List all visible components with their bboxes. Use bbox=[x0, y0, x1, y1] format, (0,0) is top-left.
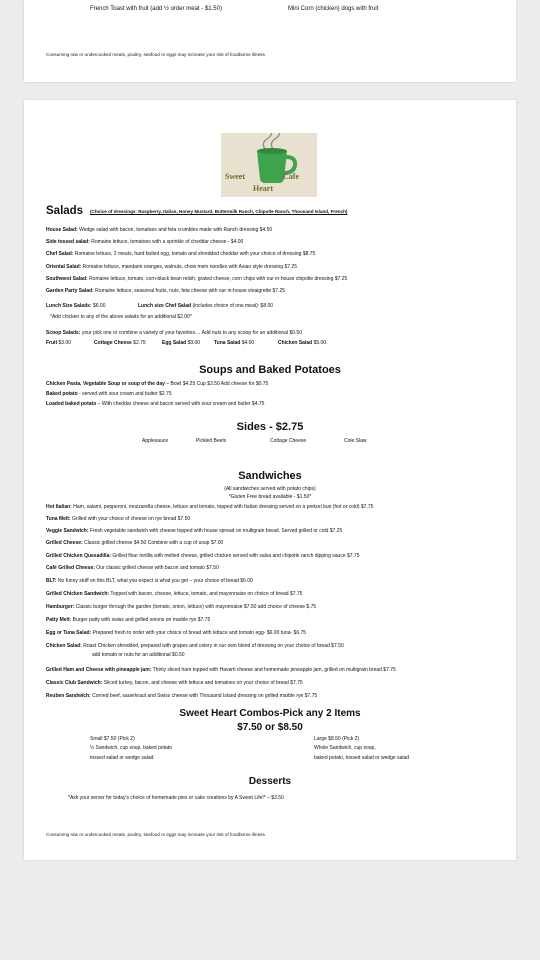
scoop-item: Tuna Salad $4.00 bbox=[214, 340, 255, 346]
menu-item: Southwest Salad: Romaine lettuce, tomato, corn-black bean relish, grated cheese, corn chips with our in-house chipotle dressing $7.25 bbox=[46, 276, 348, 282]
sides-heading: Sides - $2.75 bbox=[236, 421, 304, 433]
menu-item: Oriental Salad: Romaine lettuce, mandarin oranges, walnuts, chow mein noodles with Asian style dressing $7.25 bbox=[46, 264, 297, 270]
menu-item: Garden Party Salad: Romaine lettuce, seasonal fruits, nuts, feta cheese with our in-house vinaigrette $7.25 bbox=[46, 288, 286, 294]
gluten-free-note: *Gluten Free bread available - $1.50* bbox=[228, 494, 312, 500]
desserts-text: *Ask your server for today's choice of homemade pies or cake creations by A Sweet Life!* – $3.50 bbox=[68, 795, 284, 801]
add-chicken-note: *Add chicken to any of the above salads for an additional $2.00* bbox=[50, 314, 192, 320]
menu-item: Tuna Melt: Grilled with your choice of cheese on rye bread $7.50 bbox=[46, 516, 191, 522]
menu-page bbox=[24, 100, 516, 860]
side-item: Cole Slaw bbox=[344, 438, 367, 444]
scoop-item: Fruit $3.00 bbox=[46, 340, 72, 346]
sandwiches-heading: Sandwiches bbox=[238, 470, 302, 482]
menu-item: Egg or Tuna Salad: Prepared fresh to order with your choice of bread with lettuce and tomato egg- $6.00 tuna- $6.75 bbox=[46, 630, 307, 636]
scoop-salads: Scoop Salads: your pick one or combine a variety of your favorites.... Add nuts to any scoop for an additional $0.50 bbox=[46, 330, 302, 336]
lunch-size-salads: Lunch Size Salads: $6.00 bbox=[46, 303, 106, 309]
combos-heading: Sweet Heart Combos-Pick any 2 Items bbox=[179, 708, 361, 719]
menu-item: Hamburger: Classic burger through the garden (tomato, onion, lettuce) with mayonnaise $7.50 add choice of cheese $.75 bbox=[46, 604, 317, 610]
side-item: Pickled Beets bbox=[196, 438, 227, 444]
menu-page-previous bbox=[24, 0, 516, 82]
combo-large-line: Whole Sandwich, cup soup, bbox=[314, 745, 376, 751]
menu-item-french-toast: French Toast with fruit (add ½ order meat - $1.50) bbox=[90, 6, 222, 12]
dressing-choices: (Choice of dressings: Raspberry, Italian, Honey Mustard, Buttermilk Ranch, Chipotle Ranch, Thousand Island, French) bbox=[90, 209, 348, 214]
menu-item: Chicken Salad: Roast Chicken shredded, prepared with grapes and celery in our own blend of dressing on your choice of bread $7.50 bbox=[46, 643, 344, 649]
logo-word-sweet: Sweet bbox=[225, 172, 245, 181]
combos-subtitle: $7.50 or $8.50 bbox=[237, 722, 303, 733]
menu-item: Chef Salad: Romaine lettuce, 2 meats, hard boiled egg, tomato and shredded cheddar with your choice of dressing $8.75 bbox=[46, 251, 316, 257]
side-item: Applesauce bbox=[142, 438, 169, 444]
menu-item: BLT: No funny stuff on this BLT, what you expect is what you get – your choice of bread $6.00 bbox=[46, 578, 253, 584]
salads-heading: Salads bbox=[46, 205, 84, 217]
menu-item: Chicken Pasta, Vegetable Soup or soup of the day – Bowl $4.25 Cup $3.50 Add cheese for $0.75 bbox=[46, 381, 269, 387]
logo-word-heart: Heart bbox=[253, 184, 273, 193]
menu-item-note: add tomato or nuts for an additional $0.50 bbox=[92, 652, 185, 658]
scoop-item: Cottage Cheese $2.75 bbox=[94, 340, 146, 346]
menu-item: Baked potato - served with sour cream and butter $2.75 bbox=[46, 391, 172, 397]
menu-item: Veggie Sandwich: Fresh vegetable sandwich with cheese topped with house spread on multigrain bread. Served grilled or cold $7.25 bbox=[46, 528, 343, 534]
desserts-heading: Desserts bbox=[248, 776, 292, 787]
logo-word-cafe: Cafe bbox=[283, 172, 299, 181]
combo-small-line: ½ Sandwich, cup soup, baked potato bbox=[90, 745, 173, 751]
menu-item: Patty Melt: Burger patty with swiss and grilled onions on marble rye $7.75 bbox=[46, 617, 211, 623]
menu-item: Grilled Chicken Sandwich: Topped with bacon, cheese, lettuce, tomato, and mayonnaise on choice of bread $7.75 bbox=[46, 591, 303, 597]
combo-small-line: tossed salad or wedge salad bbox=[90, 755, 154, 761]
menu-item: Classic Club Sandwich: Sliced turkey, bacon, and cheese with lettuce and tomatoes on your choice of bread $7.75 bbox=[46, 680, 303, 686]
lunch-size-chef-salad: Lunch size Chef Salad (includes choice of one meat): $8.00 bbox=[138, 303, 274, 309]
menu-item: Grilled Ham and Cheese with pineapple jam: Thinly sliced ham topped with Havarti cheese and homemade pineapple jam, grilled on multigrain bread $7.75 bbox=[46, 667, 396, 673]
menu-item: Side tossed salad: Romaine lettuce, tomatoes with a sprinkle of cheddar cheese - $4.00 bbox=[46, 239, 244, 245]
menu-item: House Salad: Wedge salad with bacon, tomatoes and feta crumbles made with Ranch dressing $4.50 bbox=[46, 227, 273, 233]
menu-item: Café Grilled Cheese: Our classic grilled cheese with bacon and tomato $7.50 bbox=[46, 565, 219, 571]
food-safety-notice: Consuming raw or undercooked meats, poultry, seafood or eggs may increase your risk of foodborne illness. bbox=[46, 52, 267, 57]
scoop-item: Egg Salad $3.00 bbox=[162, 340, 201, 346]
menu-item: Grilled Cheese: Classic grilled cheese $4.50 Combine with a cup of soup $7.00 bbox=[46, 540, 224, 546]
sandwiches-note: (All sandwiches served with potato chips) bbox=[224, 486, 316, 492]
soups-heading: Soups and Baked Potatoes bbox=[199, 364, 341, 376]
menu-item: Hot Italian: Ham, salami, pepperoni, mozzarella cheese, lettuce and tomato, topped with Italian dressing served on a pretzel bun (hot or cold) $7.75 bbox=[46, 504, 374, 510]
menu-item: Grilled Chicken Quesadilla: Grilled flour tortilla with melted cheese, grilled chicken served with salsa and chipotle ranch dipping sauce $7.75 bbox=[46, 553, 360, 559]
sweet-heart-cafe-logo bbox=[221, 133, 317, 197]
menu-item-corn-dogs: Mini Corn (chicken) dogs with fruit bbox=[288, 6, 379, 12]
combo-large-title: Large $8.50 (Pick 2) bbox=[314, 736, 360, 742]
side-item: Cottage Cheese bbox=[270, 438, 307, 444]
combo-large-line: baked potato, tossed salad or wedge salad bbox=[314, 755, 410, 761]
combo-small-title: Small $7.50 (Pick 2) bbox=[90, 736, 135, 742]
food-safety-notice: Consuming raw or undercooked meats, poultry, seafood or eggs may increase your risk of foodborne illness. bbox=[46, 832, 267, 837]
scoop-item: Chicken Salad $5.00. bbox=[278, 340, 328, 346]
menu-item: Reuben Sandwich: Corned beef, sauerkraut and Swiss cheese with Thousand Island dressing on grilled marble rye $7.75 bbox=[46, 693, 318, 699]
menu-item: Loaded baked potato – With cheddar cheese and bacon served with sour cream and butter $4.75 bbox=[46, 401, 265, 407]
